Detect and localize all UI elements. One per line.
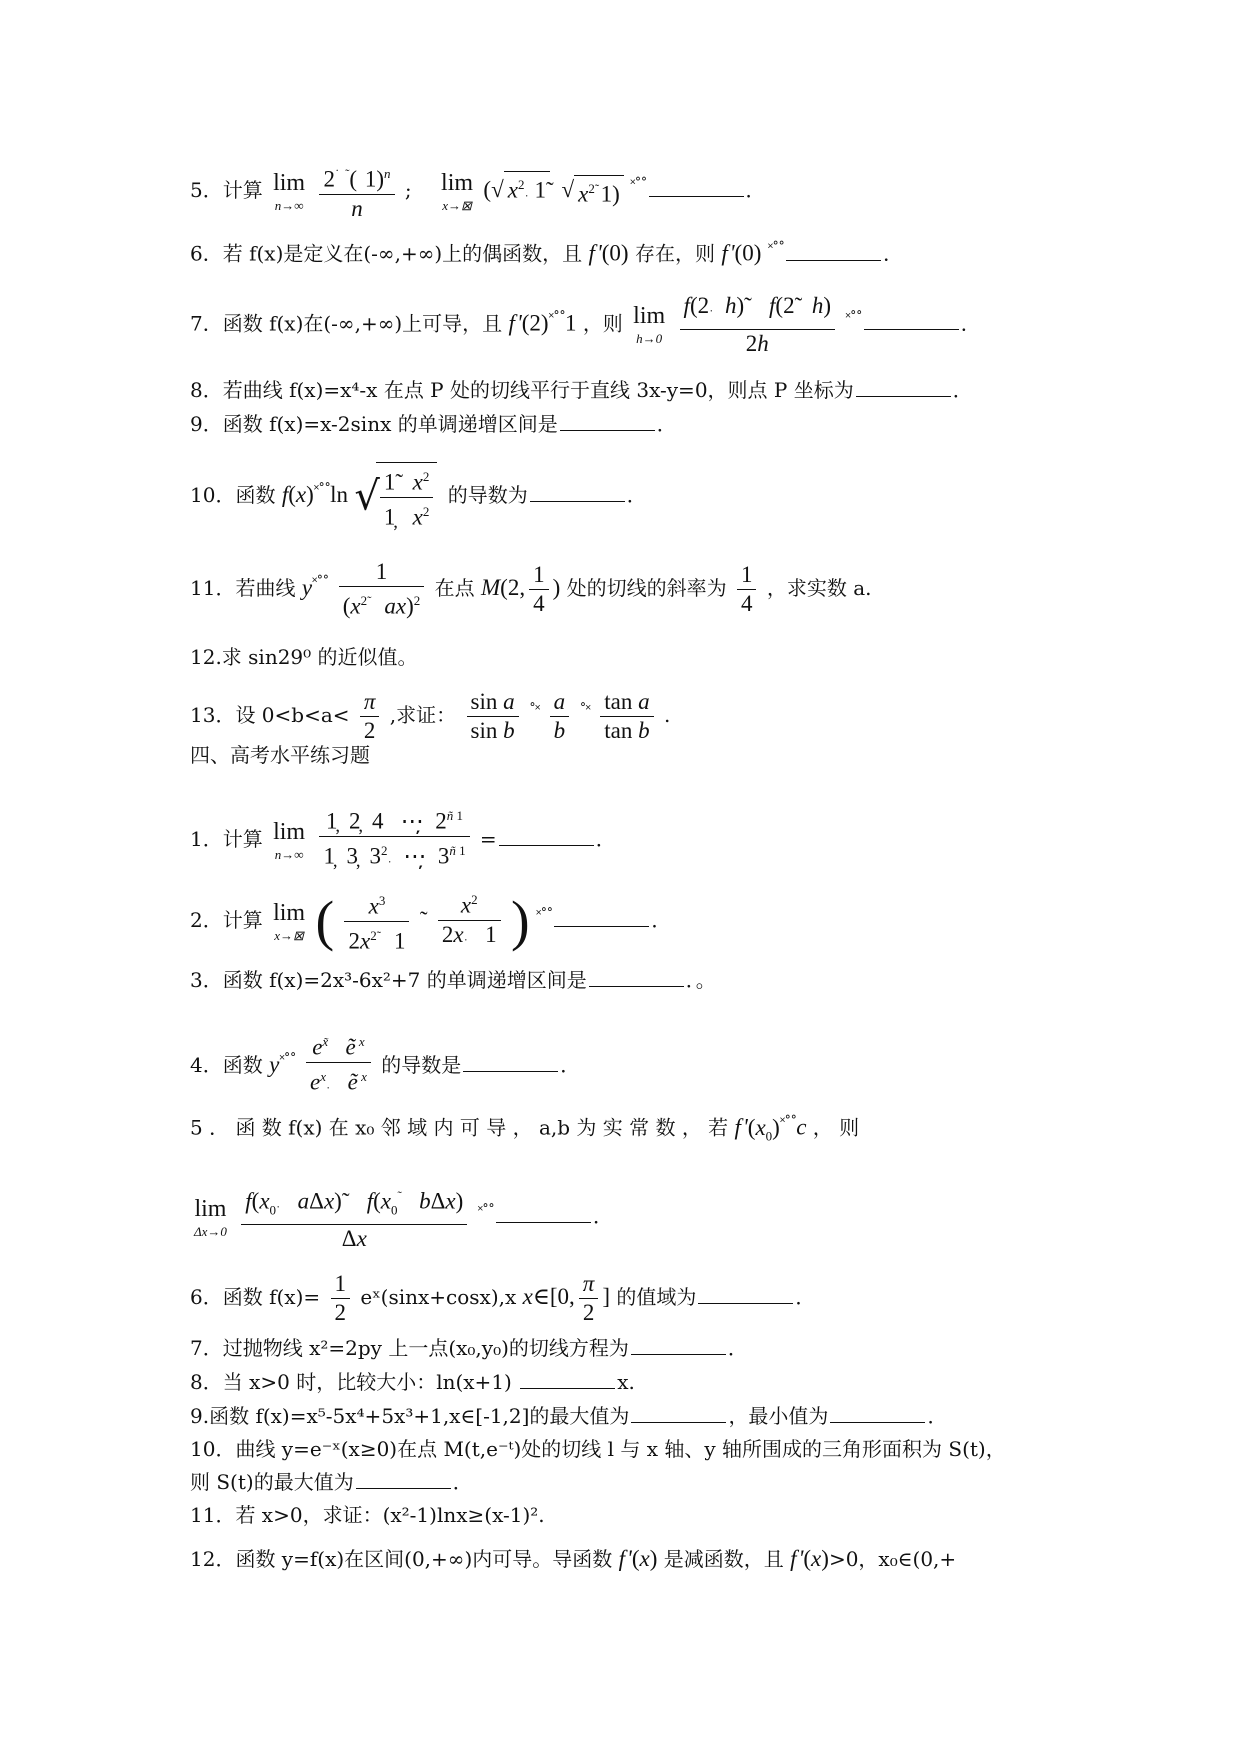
answer-blank[interactable]	[631, 1402, 726, 1423]
exercise-11: 11．若 x>0，求证：(x²-1)lnx≥(x-1)².	[190, 1503, 545, 1527]
answer-blank[interactable]	[830, 1402, 925, 1423]
exercise-1: 1．计算 lim n→∞ $\frac{1̦ 2̦ 4 \cdotș 2^{ñ 1}}{1̦ 3̦ 3^2_˙ \cdotș 3^{ñ 1}}$ = ．	[190, 802, 1070, 879]
answer-blank[interactable]	[856, 376, 951, 397]
answer-blank[interactable]	[530, 481, 625, 502]
answer-blank[interactable]	[499, 825, 594, 846]
answer-blank[interactable]	[463, 1051, 558, 1072]
exercise-10-cont: 则 S(t)的最大值为 ．	[190, 1470, 473, 1494]
answer-blank[interactable]	[649, 176, 744, 197]
exercise-5: 5 ． 函 数 f(x) 在 x₀ 邻 域 内 可 导 ， a,b 为 实 常 数 ， 若 f '$(x_0)^{˟˚˚}c$ ， 则	[190, 1114, 860, 1144]
problem-5: 5．计算 lim n→∞ $\frac{2^˙ ^˜( 1)^n}{n}$ ; lim x→⊠ (√ $x^2_˙$ 1̃ √ $x^{2̃}$ 1) ˟˚˚ ．	[190, 160, 1070, 223]
answer-blank[interactable]	[496, 1202, 591, 1223]
limit-x: lim x→⊠	[441, 169, 474, 213]
exercise-10: 10．曲线 y=e⁻ˣ(x≥0)在点 M(t,e⁻ᵗ)处的切线 l 与 x 轴、y 轴所围成的三角形面积为 S(t)，	[190, 1437, 1006, 1461]
exercise-9: 9.函数 f(x)=x⁵-5x⁴+5x³+1,x∈[-1,2]的最大值为 ，最小值为 ．	[190, 1404, 948, 1428]
problem-8: 8．若曲线 f(x)=x⁴-x 在点 P 处的切线平行于直线 3x-y=0，则点 P 坐标为 ．	[190, 378, 973, 402]
exercise-7: 7．过抛物线 x²=2py 上一点(x₀,y₀)的切线方程为 ．	[190, 1336, 748, 1360]
problem-6: 6．若 f(x)是定义在(-∞,+∞)上的偶函数，且 f '(0) 存在，则 f '(0) ˟˚˚ ．	[190, 240, 904, 266]
exercise-6: 6．函数 f(x)= $\frac{1}{2}$ eˣ(sinx+cosx),x x∈[0, $\frac{\pi}{2}$ ] 的值域为 ．	[190, 1271, 816, 1325]
answer-blank[interactable]	[589, 966, 684, 987]
exercise-8: 8．当 x>0 时，比较大小：ln(x+1) x.	[190, 1370, 635, 1394]
problem-7: 7．函数 f(x)在(-∞,+∞)上可导，且 f '(2)˟˚˚1 ，则 lim h→0 $\frac{f(2_˙ h)˜ f(2̃ h)}{2h}$ ˟˚˚ ．	[190, 293, 981, 356]
problem-9: 9．函数 f(x)=x-2sinx 的单调递增区间是 ．	[190, 412, 677, 436]
exercise-2: 2．计算 lim x→⊠ ( $\frac{x^3}{2x^{2̃} 1}$ ˜ $\frac{x^2}{2x_˙ 1}$ ) ˟˚˚ ．	[190, 886, 1070, 957]
problem-13: 13．设 0<b<a< $\frac{\pi}{2}$ ,求证： $\frac{\text{sin a}}{\text{sin b}}$ ˚˟ $\frac{a}{b}$ ˚˟ $\frac{\text{tan a}}{\text{tan b}}$ .	[190, 689, 671, 743]
exercise-4: 4．函数 y˟˚˚ $\frac{e^{x̃} ẽ ^x}{e^x_˙ ẽ ^x}$ 的导数是 ．	[190, 1028, 1070, 1105]
answer-blank[interactable]	[560, 410, 655, 431]
problem-12: 12.求 sin29⁰ 的近似值。	[190, 645, 418, 669]
exercise-5-limit: lim Δx→0 $\frac{f(x_{0˙} a\Delta x)˜ f(x_0^˜ b\Delta x)}{\Delta x}$ ˟˚˚ ．	[190, 1182, 1070, 1253]
answer-blank[interactable]	[554, 906, 649, 927]
problem-10: 10．函数 f(x)˟˚˚ln √ $\frac{1̃ x^2}{1̦ x^2}$ 的导数为 ．	[190, 462, 1070, 531]
answer-blank[interactable]	[698, 1283, 793, 1304]
exercise-3: 3．函数 f(x)=2x³-6x²+7 的单调递增区间是 ．。	[190, 968, 716, 992]
answer-blank[interactable]	[356, 1468, 451, 1489]
exercise-12: 12．函数 y=f(x)在区间(0,+∞)内可导。导函数 f '(x) 是减函数，且 f '(x)>0，x₀∈(0,+	[190, 1546, 957, 1571]
answer-blank[interactable]	[786, 240, 881, 261]
answer-blank[interactable]	[631, 1334, 726, 1355]
fraction: $\frac{2^˙ ^˜( 1)^n}{n}$	[319, 160, 394, 223]
answer-blank[interactable]	[520, 1368, 615, 1389]
problem-11: 11．若曲线 y˟˚˚ $\frac{1}{(x^{2̃} ax)^2}$ 在点 M(2, $\frac{1}{4}$ ) 处的切线的斜率为 $\frac{1}{4}$ ，求实数 a.	[190, 559, 872, 619]
problem-5-label: 5．计算	[190, 177, 263, 202]
limit-n-infinity: lim n→∞	[273, 169, 306, 213]
section-heading: 四、高考水平练习题	[190, 743, 370, 767]
answer-blank[interactable]	[864, 309, 959, 330]
